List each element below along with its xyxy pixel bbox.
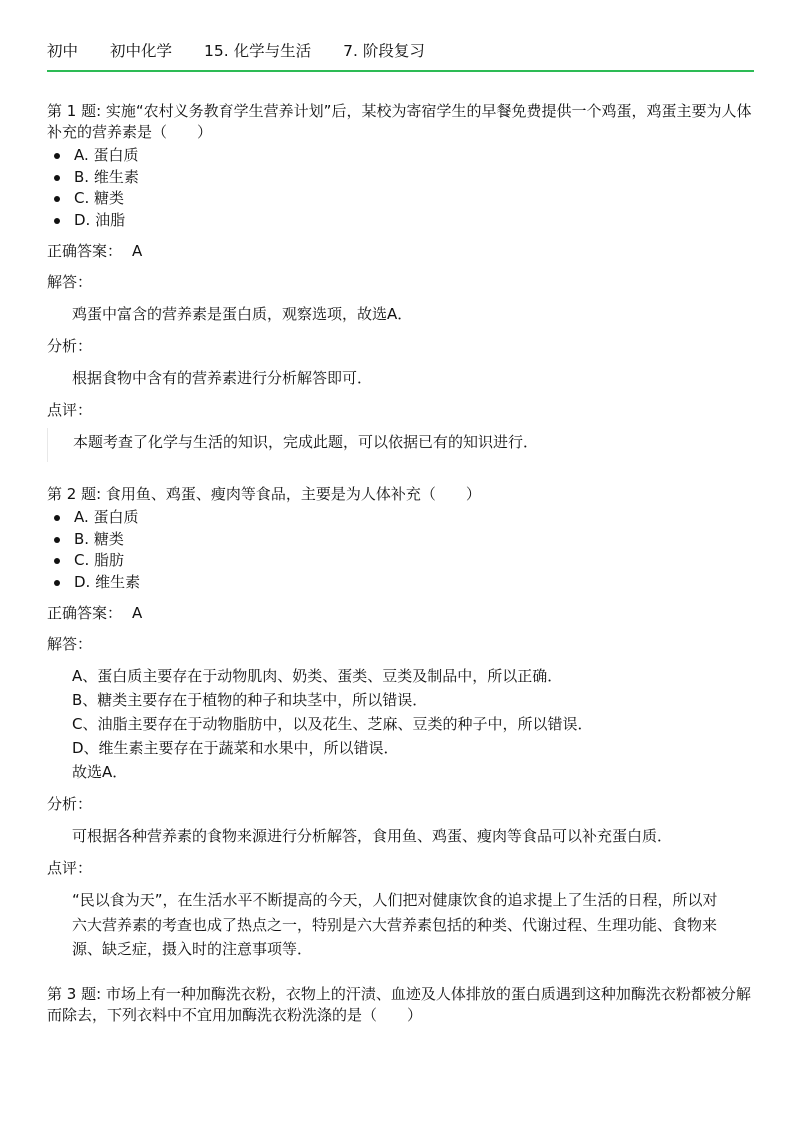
- solution-text: [72, 302, 757, 326]
- breadcrumb-divider: [47, 70, 754, 72]
- answer-label: 正确答案：: [47, 604, 123, 622]
- option-list: [47, 507, 757, 593]
- solution-line: 鸡蛋中富含的营养素是蛋白质，观察选项，故选A．: [72, 305, 413, 323]
- breadcrumb: [47, 40, 754, 62]
- option-item: C. 糖类: [74, 188, 757, 210]
- answer-label: 正确答案：: [47, 242, 123, 260]
- question-title: 第 1 题: 实施“农村义务教育学生营养计划”后，某校为寄宿学生的早餐免费提供一个鸡蛋，鸡蛋主要为人体补充的营养素是（ ）: [47, 102, 752, 141]
- solution-line: D、维生素主要存在于蔬菜和水果中，所以错误．: [72, 739, 399, 757]
- breadcrumb-item[interactable]: 初中: [47, 42, 79, 60]
- option-item: B. 糖类: [74, 529, 757, 551]
- solution-label: 解答：: [47, 273, 93, 291]
- option-list: [47, 145, 757, 231]
- option-item: D. 油脂: [74, 210, 757, 232]
- question-list: [47, 101, 757, 1026]
- option-item: A. 蛋白质: [74, 145, 757, 167]
- option-item: D. 维生素: [74, 572, 757, 594]
- analysis-label: 分析：: [47, 795, 93, 813]
- question-1: [47, 101, 757, 462]
- question-title: 第 3 题: 市场上有一种加酶洗衣粉，衣物上的汗渍、血迹及人体排放的蛋白质遇到这种加酶洗衣粉都被分解而除去，下列衣料中不宜用加酶洗衣粉洗涤的是（ ）: [47, 984, 751, 1024]
- question-3: [47, 984, 757, 1026]
- question-title: 第 2 题: 食用鱼、鸡蛋、瘦肉等食品，主要是为人体补充（ ）: [47, 485, 481, 503]
- comment-label: 点评：: [47, 859, 93, 877]
- correct-answer: [47, 241, 757, 262]
- answer-value: A: [132, 604, 143, 622]
- solution-label: 解答：: [47, 635, 93, 653]
- option-item: A. 蛋白质: [74, 507, 757, 529]
- option-item: C. 脂肪: [74, 550, 757, 572]
- breadcrumb-item[interactable]: 7. 阶段复习: [343, 42, 425, 60]
- analysis-label: 分析：: [47, 337, 93, 355]
- solution-line: 故选A．: [72, 763, 128, 781]
- analysis-text: 可根据各种营养素的食物来源进行分析解答，食用鱼、鸡蛋、瘦肉等食品可以补充蛋白质．: [72, 827, 673, 845]
- solution-line: B、糖类主要存在于植物的种子和块茎中，所以错误．: [72, 691, 428, 709]
- breadcrumb-item[interactable]: 15. 化学与生活: [204, 42, 312, 60]
- analysis-text: 根据食物中含有的营养素进行分析解答即可．: [72, 369, 373, 387]
- solution-line: A、蛋白质主要存在于动物肌肉、奶类、蛋类、豆类及制品中，所以正确．: [72, 667, 563, 685]
- option-item: B. 维生素: [74, 167, 757, 189]
- breadcrumb-item[interactable]: 初中化学: [110, 42, 173, 60]
- correct-answer: [47, 603, 757, 624]
- answer-value: A: [132, 242, 143, 260]
- comment-text: “民以食为天”，在生活水平不断提高的今天，人们把对健康饮食的追求提上了生活的日程，所以对六大营养素的考查也成了热点之一，特别是六大营养素包括的种类、代谢过程、生理功能、食物来源、缺乏症，摄入时的注意事项等．: [72, 891, 718, 958]
- solution-text: [72, 664, 757, 784]
- question-2: [47, 484, 757, 962]
- comment-label: 点评：: [47, 401, 93, 419]
- solution-line: C、油脂主要存在于动物脂肪中，以及花生、芝麻、豆类的种子中，所以错误．: [72, 715, 593, 733]
- comment-text: 本题考查了化学与生活的知识，完成此题，可以依据已有的知识进行．: [47, 428, 757, 462]
